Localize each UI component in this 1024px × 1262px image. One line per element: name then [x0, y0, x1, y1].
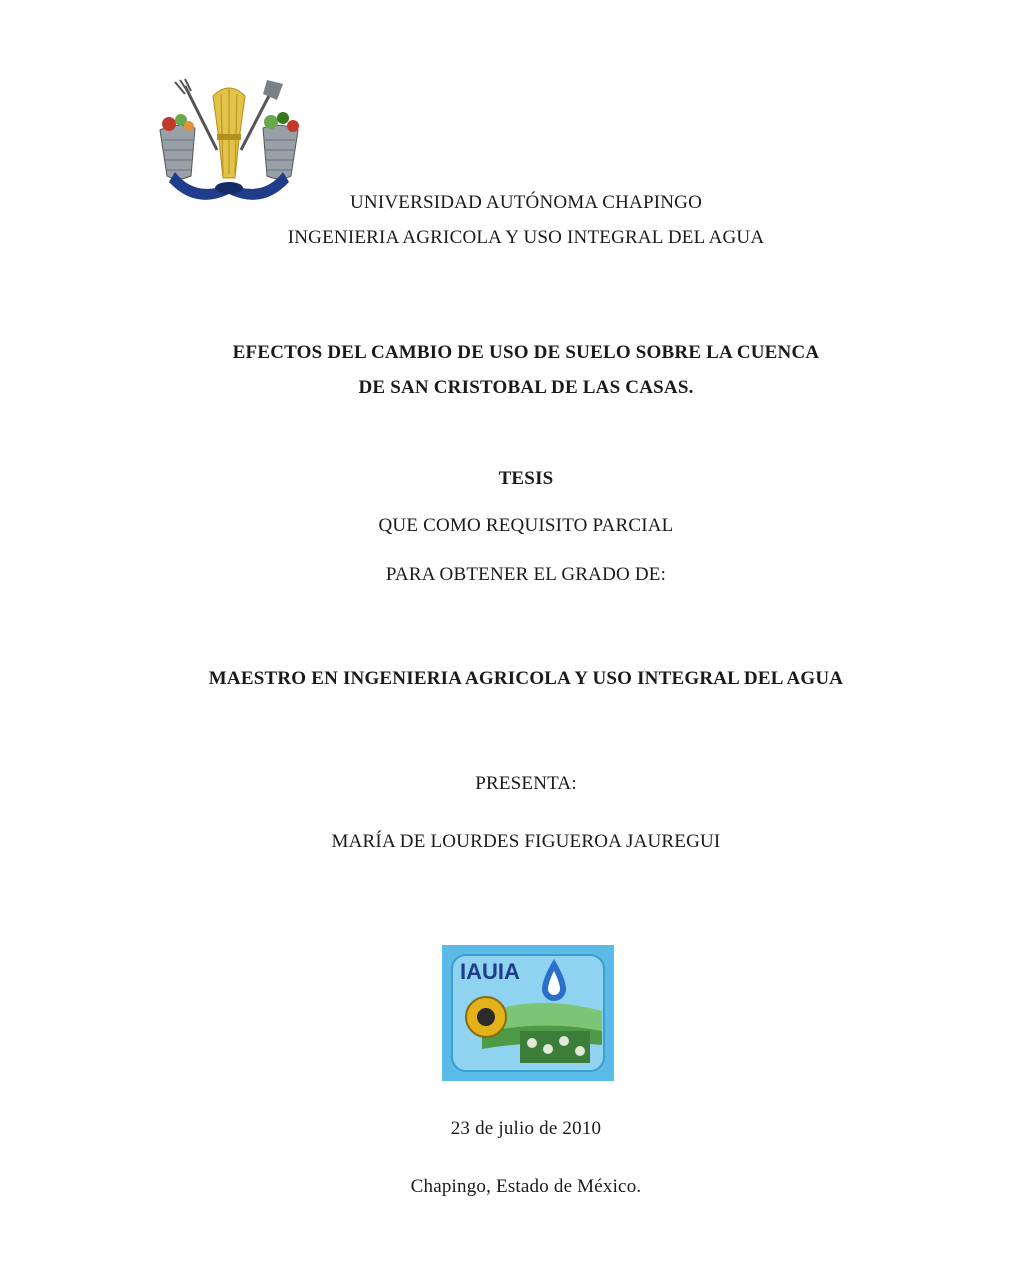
author-name: MARÍA DE LOURDES FIGUEROA JAUREGUI — [331, 831, 721, 852]
university-name: UNIVERSIDAD AUTÓNOMA CHAPINGO — [349, 192, 703, 213]
iauia-logo-text: IAUIA — [460, 959, 520, 984]
requirement-line-2: PARA OBTENER EL GRADO DE: — [385, 564, 667, 585]
thesis-title-line-2: DE SAN CRISTOBAL DE LAS CASAS. — [358, 377, 694, 398]
place: Chapingo, Estado de México. — [410, 1176, 642, 1197]
degree-name: MAESTRO EN INGENIERIA AGRICOLA Y USO INTEGRAL DEL AGUA — [208, 668, 844, 689]
program-name: INGENIERIA AGRICOLA Y USO INTEGRAL DEL AGUA — [287, 227, 765, 248]
university-seal-logo — [155, 78, 303, 208]
presenter-label: PRESENTA: — [475, 773, 577, 794]
thesis-label: TESIS — [498, 468, 554, 489]
thesis-title-line-1: EFECTOS DEL CAMBIO DE USO DE SUELO SOBRE LA CUENCA — [232, 342, 820, 363]
requirement-line-1: QUE COMO REQUISITO PARCIAL — [378, 515, 674, 536]
iauia-program-logo — [442, 945, 614, 1081]
date: 23 de julio de 2010 — [450, 1118, 602, 1139]
